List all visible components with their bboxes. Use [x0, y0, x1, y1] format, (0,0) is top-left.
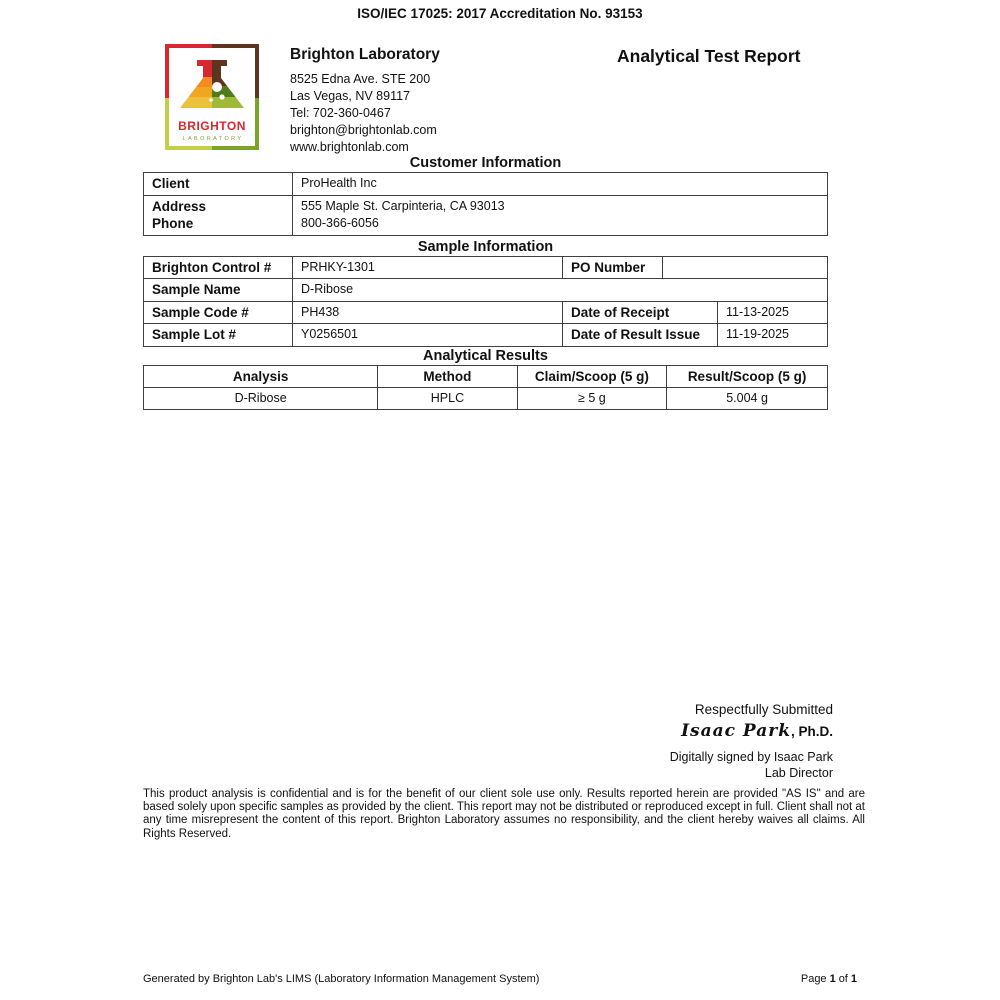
signature-block [670, 701, 833, 781]
sample-info-table [143, 256, 828, 347]
signature-suffix: , Ph.D. [790, 724, 833, 739]
phone-value: 800-366-6056 [301, 216, 379, 230]
address-value: 555 Maple St. Carpinteria, CA 93013 [301, 198, 505, 213]
flask-body [180, 66, 244, 108]
lab-address-line1: 8525 Edna Ave. STE 200 [290, 72, 431, 86]
date-receipt-label: Date of Receipt [563, 302, 718, 324]
brighton-lab-logo [163, 44, 261, 152]
signature-digital-line: Digitally signed by Isaac Park [669, 750, 833, 764]
table-row [144, 173, 827, 196]
sample-section-title: Sample Information [417, 238, 554, 255]
control-number-value: PRHKY-1301 [293, 257, 563, 279]
footer-generated-by: Generated by Brighton Lab's LIMS (Laboratory Information Management System) [143, 973, 540, 985]
flask-band-yellow [180, 97, 212, 108]
report-title: Analytical Test Report [617, 46, 801, 66]
page-current: 1 [829, 973, 836, 985]
report-body [143, 155, 828, 410]
signature-name-line [670, 720, 833, 743]
sample-lot-value: Y0256501 [293, 324, 563, 346]
results-header-row [144, 366, 827, 388]
page-footer [143, 973, 857, 985]
sample-name-label: Sample Name [144, 279, 293, 301]
customer-section-title: Customer Information [409, 155, 562, 171]
lab-email: brighton@brightonlab.com [290, 123, 437, 137]
lab-website: www.brightonlab.com [290, 140, 409, 154]
date-receipt-value: 11-13-2025 [726, 304, 790, 319]
table-row [144, 302, 827, 325]
page-of-word: of [838, 973, 848, 985]
flask-lip-right [212, 60, 227, 66]
lab-phone: Tel: 702-360-0467 [290, 106, 391, 120]
sample-lot-label: Sample Lot # [144, 324, 293, 346]
flask-bubble-small [209, 98, 213, 102]
lab-address-line2: Las Vegas, NV 89117 [290, 89, 410, 103]
table-row [144, 324, 827, 346]
table-row [144, 196, 827, 235]
flask-band-orange [180, 77, 212, 87]
lab-flask-logo-icon [163, 44, 261, 152]
signature-role: Lab Director [764, 766, 833, 780]
po-number-label: PO Number [563, 257, 663, 279]
page-number-indicator [798, 973, 857, 985]
phone-label: Phone [152, 216, 194, 231]
logo-sub-text: LABORATORY [182, 136, 244, 142]
column-header-method: Method [378, 366, 517, 387]
result-method: HPLC [378, 388, 517, 410]
signature-submitted-line: Respectfully Submitted [694, 702, 833, 717]
table-row [144, 279, 827, 302]
result-claim: ≥ 5 g [518, 388, 668, 410]
flask-lip-left [197, 60, 212, 66]
result-value: 5.004 g [726, 390, 768, 405]
page-total: 1 [850, 973, 857, 985]
flask-band-amber [180, 87, 212, 97]
address-phone-label [144, 196, 293, 235]
control-number-label: Brighton Control # [144, 257, 293, 279]
disclaimer-text: This product analysis is confidential and is for the benefit of our client sole use only. Results reported herein are provided "AS IS" and are based solely upon specific samples as provided by the client. This report may not be distributed or reproduced except in full. Client shall not at any time misrepresent the content of this report. Brighton Laboratory assumes no responsibility, and the client hereby waives all claims. All Rights Reserved. [143, 788, 865, 840]
flask-band-red [180, 66, 212, 77]
client-value: ProHealth Inc [301, 176, 377, 190]
result-analysis: D-Ribose [144, 388, 378, 410]
logo-brand-text: BRIGHTON [178, 119, 246, 133]
date-issue-value: 11-19-2025 [726, 327, 790, 341]
sample-name-value: D-Ribose [301, 282, 354, 296]
column-header-claim: Claim/Scoop (5 g) [518, 366, 668, 387]
lab-name: Brighton Laboratory [290, 46, 440, 63]
flask-bubble-medium [219, 94, 224, 99]
table-row [144, 257, 827, 280]
signature-script-name: Isaac Park [681, 721, 791, 741]
analytical-results-table [143, 365, 828, 411]
customer-info-table [143, 172, 828, 236]
column-header-result: Result/Scoop (5 g) [687, 368, 807, 384]
date-issue-label: Date of Result Issue [563, 324, 718, 346]
lab-contact-block [290, 46, 440, 156]
results-data-row [144, 388, 827, 410]
address-phone-value [293, 196, 827, 235]
address-label: Address [152, 198, 207, 214]
flask-bubble-large [212, 82, 222, 92]
sample-code-label: Sample Code # [144, 302, 293, 324]
results-section-title: Analytical Results [423, 347, 548, 364]
sample-code-value: PH438 [293, 302, 563, 324]
column-header-analysis: Analysis [144, 366, 378, 387]
accreditation-header: ISO/IEC 17025: 2017 Accreditation No. 93153 [357, 6, 643, 21]
flask-band-light-green [212, 97, 244, 108]
po-number-value [663, 257, 827, 279]
page-word: Page [800, 973, 827, 985]
client-label: Client [144, 173, 293, 195]
